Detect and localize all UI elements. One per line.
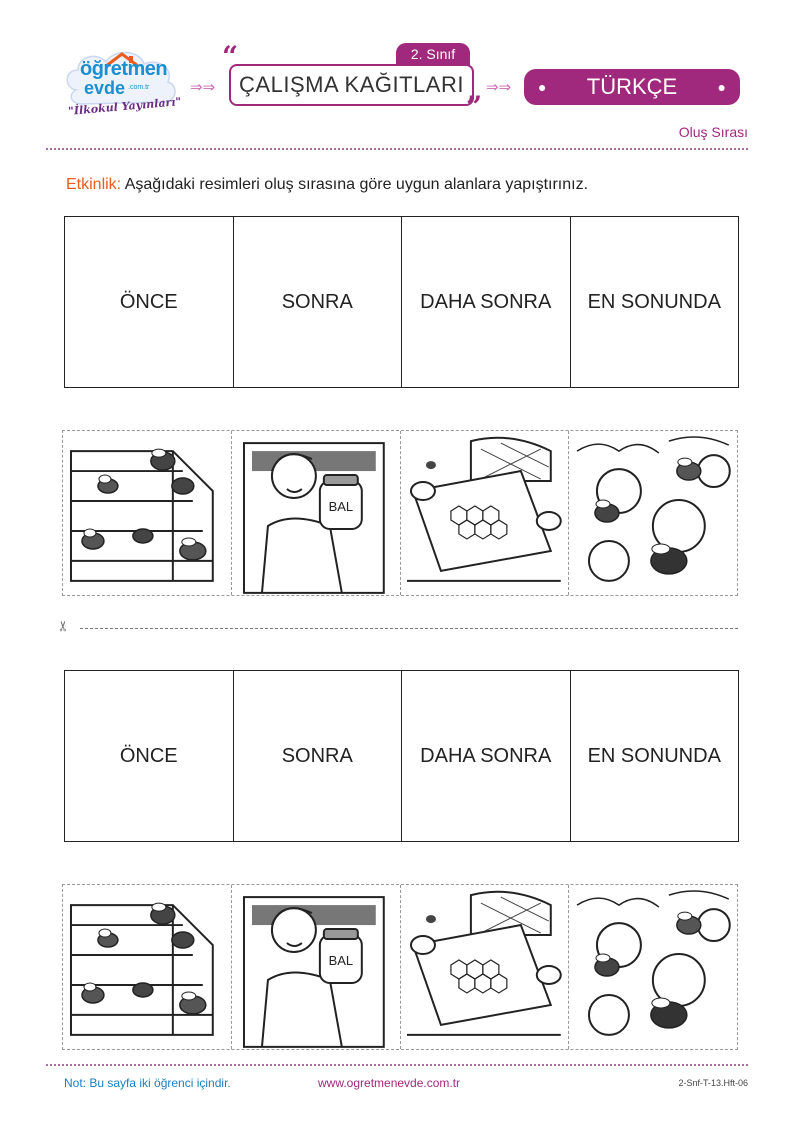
- logo-subtitle: "İlkokul Yayınları": [67, 95, 182, 118]
- bullet-icon: ●: [717, 79, 726, 95]
- dashed-cut-line: [80, 628, 738, 629]
- jar-label: BAL: [328, 953, 353, 969]
- arrow-right-icon: ⇒⇒: [486, 78, 512, 96]
- grid-cell-then: SONRA: [234, 671, 403, 841]
- logo-name-line2: evde: [84, 78, 126, 98]
- footer-note: Not: Bu sayfa iki öğrenci içindir.: [64, 1076, 231, 1090]
- footer-divider: [46, 1064, 748, 1066]
- grid-cell-after: DAHA SONRA: [402, 671, 571, 841]
- bullet-icon: ●: [538, 79, 547, 95]
- instruction: [66, 176, 588, 194]
- boy-holding-honey-jar-icon[interactable]: [232, 431, 401, 595]
- instruction-label: Etkinlik:: [66, 176, 122, 193]
- logo-name-line1: öğretmen: [80, 58, 168, 80]
- grid-cell-finally: EN SONUNDA: [587, 290, 721, 313]
- close-quote-icon: ”: [466, 90, 483, 123]
- subject-label: TÜRKÇE: [586, 74, 678, 99]
- subject-pill: [524, 69, 740, 105]
- beehive-with-bees-icon[interactable]: [63, 885, 232, 1049]
- grid-cell-first: ÖNCE: [65, 217, 234, 387]
- logo-domain-suffix: .com.tr: [128, 84, 150, 91]
- picture-strip: [62, 884, 738, 1050]
- grid-cell-finally: EN SONUNDA: [587, 744, 721, 767]
- open-quote-icon: “: [222, 40, 239, 73]
- sequence-grid: [64, 670, 739, 842]
- boy-holding-honey-jar-icon[interactable]: [232, 885, 401, 1049]
- picture-strip: [62, 430, 738, 596]
- topic-label: Oluş Sırası: [678, 124, 748, 140]
- arrow-right-icon: ⇒⇒: [190, 78, 216, 96]
- scissors-icon: ✂: [55, 620, 72, 632]
- beekeeper-honeycomb-frame-icon[interactable]: [401, 885, 570, 1049]
- jar-label: BAL: [328, 499, 353, 515]
- cut-line: [55, 620, 738, 636]
- bees-on-flowers-icon[interactable]: [569, 885, 737, 1049]
- beekeeper-honeycomb-frame-icon[interactable]: [401, 431, 570, 595]
- header-divider: [46, 148, 748, 150]
- footer-website-link[interactable]: www.ogretmenevde.com.tr: [318, 1076, 461, 1090]
- sequence-grid: [64, 216, 739, 388]
- instruction-text: Aşağıdaki resimleri oluş sırasına göre uygun alanlara yapıştırınız.: [124, 176, 589, 193]
- grade-badge: 2. Sınıf: [396, 43, 470, 65]
- bees-on-flowers-icon[interactable]: [569, 431, 737, 595]
- grid-cell-first: ÖNCE: [65, 671, 234, 841]
- worksheet-title: ÇALIŞMA KAĞITLARI: [229, 64, 474, 106]
- grid-cell-then: SONRA: [234, 217, 403, 387]
- grid-cell-after: DAHA SONRA: [402, 217, 571, 387]
- beehive-with-bees-icon[interactable]: [63, 431, 232, 595]
- footer-page-code: 2-Snf-T-13.Hft-06: [678, 1078, 748, 1088]
